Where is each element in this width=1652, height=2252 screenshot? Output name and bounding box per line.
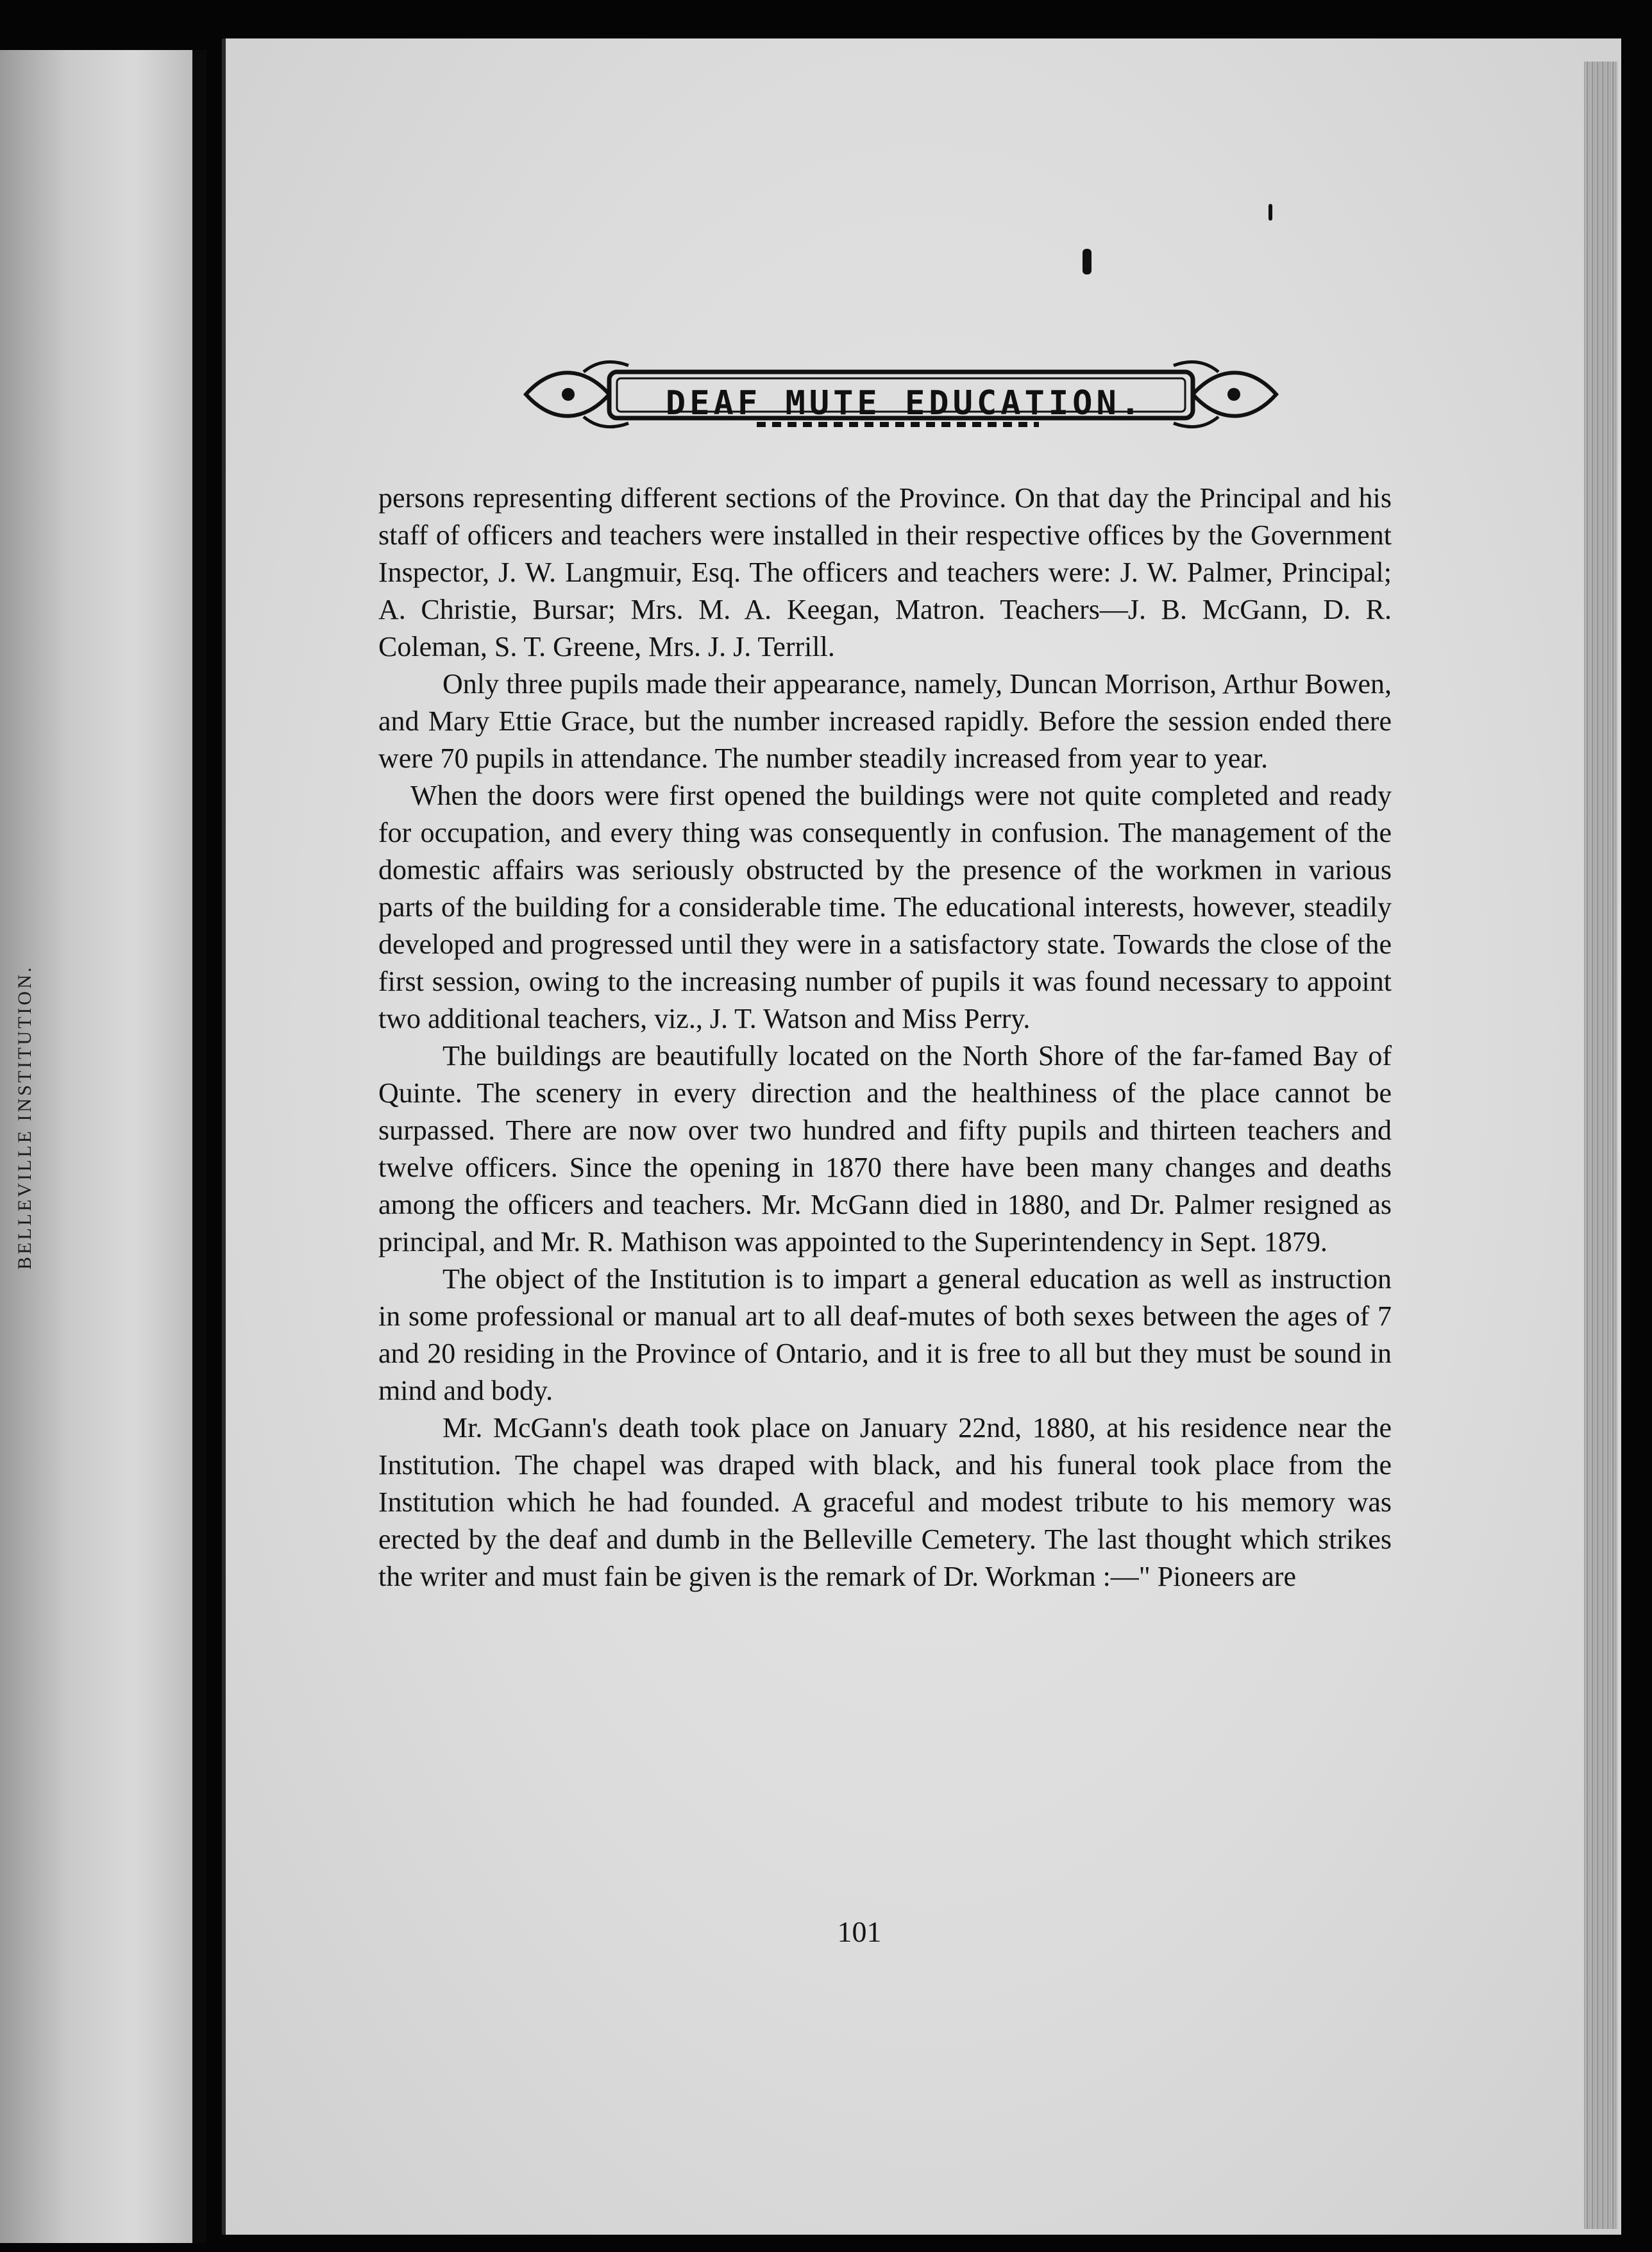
paragraph-2: Only three pupils made their appearance, namely, Duncan Morrison, Arthur Bowen, and Mary Ettie Grace, but the number increased rapidly. Before the session ended there were 70 pupils in attendance. The number steadily increased from year to year. — [378, 668, 1392, 774]
page-edges — [1584, 62, 1617, 2229]
paragraph-4: The buildings are beautifully located on the North Shore of the far-famed Bay of Quinte. The scenery in every direction and the healthiness of the place cannot be surpassed. There are now over two hundred and fifty pupils and thirteen teachers and twelve officers. Since the opening in 1870 there have been many changes and deaths among the officers and teachers. Mr. McGann died in 1880, and Dr. Palmer resigned as principal, and Mr. R. Mathison was appointed to the Superintendency in Sept. 1879. — [378, 1040, 1392, 1257]
paragraph-3: When the doors were first opened the buildings were not quite completed and ready for occupation, and every thing was consequently in confusion. The management of the domestic affairs was seriously obstructed by the presence of the workmen in various parts of the building for a considerable time. The educational interests, however, steadily developed and progressed until they were in a satisfactory state. Towards the close of the first session, owing to the increasing number of pupils it was found necessary to appoint two additional teachers, viz., J. T. Watson and Miss Perry. — [378, 780, 1392, 1034]
body-text — [378, 480, 1392, 1595]
paragraph-1: persons representing different sections of the Province. On that day the Principal and his staff of officers and teachers were installed in their respective offices by the Government Inspector, J. W. Langmuir, Esq. The officers and teachers were: J. W. Palmer, Principal; A. Christie, Bursar; Mrs. M. A. Keegan, Matron. Teachers—J. B. McGann, D. R. Coleman, S. T. Greene, Mrs. J. J. Terrill. — [378, 482, 1392, 662]
chapter-title: DEAF MUTE EDUCATION. — [665, 384, 1145, 423]
paragraph-5: The object of the Institution is to impart a general education as well as instruction in some professional or manual art to all deaf-mutes of both sexes between the ages of 7 and 20 residing in the Province of Ontario, and it is free to all but they must be sound in mind and body. — [378, 1263, 1392, 1406]
book-gutter — [192, 50, 206, 2243]
scan-speck — [1083, 249, 1092, 274]
running-head-vertical: BELLEVILLE INSTITUTION. — [14, 964, 35, 1270]
paragraph-6: Mr. McGann's death took place on January 22nd, 1880, at his residence near the Institution. The chapel was draped with black, and his funeral took place from the Institution which he had founded. A graceful and modest tribute to his memory was erected by the deaf and dumb in the Belleville Cemetery. The last thought which strikes the writer and must fain be given is the remark of Dr. Workman :—" Pioneers are — [378, 1412, 1392, 1592]
page-number: 101 — [837, 1915, 882, 1948]
scan-speck — [1268, 204, 1272, 221]
